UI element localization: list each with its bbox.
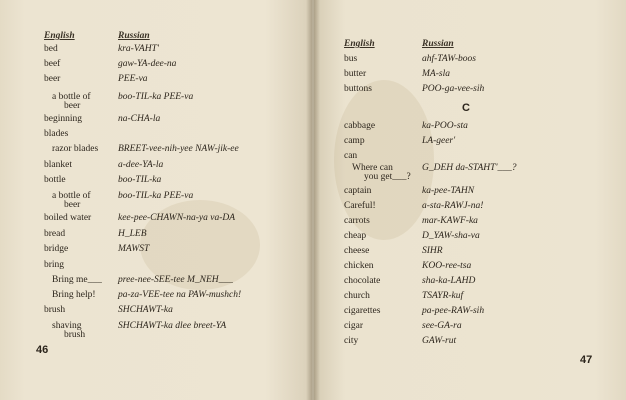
english-term: bus bbox=[344, 54, 358, 64]
russian-transliteration: boo-TIL-ka PEE-va bbox=[118, 92, 194, 102]
english-term: bottle bbox=[44, 175, 66, 185]
russian-transliteration: gaw-YA-dee-na bbox=[118, 59, 177, 69]
english-term: beef bbox=[44, 59, 61, 69]
english-term: chocolate bbox=[344, 276, 381, 286]
section-letter: C bbox=[462, 102, 470, 114]
russian-transliteration: mar-KAWF-ka bbox=[422, 216, 478, 226]
page-number: 47 bbox=[580, 354, 593, 366]
russian-transliteration: MA-sla bbox=[422, 69, 450, 79]
russian-transliteration: SHCHAWT-ka bbox=[118, 305, 173, 315]
russian-transliteration: SIHR bbox=[422, 246, 443, 256]
russian-transliteration: G_DEH da-STAHT'___? bbox=[422, 163, 517, 173]
english-term: can bbox=[344, 151, 358, 161]
english-term: camp bbox=[344, 136, 365, 146]
english-term: cigarettes bbox=[344, 306, 381, 316]
russian-transliteration: KOO-ree-tsa bbox=[422, 261, 472, 271]
english-term: a bottle of bbox=[52, 191, 91, 201]
english-term: beer bbox=[44, 74, 61, 84]
english-term: bed bbox=[44, 44, 58, 54]
english-term: buttons bbox=[344, 84, 372, 94]
russian-transliteration: LA-geer' bbox=[422, 136, 456, 146]
left-page bbox=[0, 0, 312, 400]
english-term: Careful! bbox=[344, 201, 376, 211]
english-term-continued: beer bbox=[64, 101, 81, 111]
book-gutter bbox=[306, 0, 320, 400]
column-header-russian: Russian bbox=[118, 31, 150, 41]
english-term: cabbage bbox=[344, 121, 376, 131]
english-term: blanket bbox=[44, 160, 72, 170]
english-term: cheese bbox=[344, 246, 370, 256]
english-term: carrots bbox=[344, 216, 370, 226]
english-term: chicken bbox=[344, 261, 374, 271]
column-header-russian: Russian bbox=[422, 39, 454, 49]
english-term: cigar bbox=[344, 321, 363, 331]
russian-transliteration: na-CHA-la bbox=[118, 114, 161, 124]
english-term: boiled water bbox=[44, 213, 92, 223]
russian-transliteration: BREET-vee-nih-yee NAW-jik-ee bbox=[118, 144, 239, 154]
russian-transliteration: ahf-TAW-boos bbox=[422, 54, 477, 64]
column-header-english: English bbox=[344, 39, 375, 49]
english-term: bread bbox=[44, 229, 66, 239]
english-term: Where can bbox=[352, 163, 393, 173]
english-term: brush bbox=[44, 305, 66, 315]
english-term-continued: brush bbox=[64, 330, 86, 340]
english-term: razor blades bbox=[52, 144, 99, 154]
english-term: blades bbox=[44, 129, 69, 139]
russian-transliteration: POO-ga-vee-sih bbox=[422, 84, 485, 94]
column-header-english: English bbox=[44, 31, 75, 41]
russian-transliteration: pa-pee-RAW-sih bbox=[422, 306, 485, 316]
russian-transliteration: a-sta-RAWJ-na! bbox=[422, 201, 484, 211]
english-term: church bbox=[344, 291, 370, 301]
right-page bbox=[314, 0, 626, 400]
english-term: cheap bbox=[344, 231, 367, 241]
english-term: beginning bbox=[44, 114, 82, 124]
russian-transliteration: a-dee-YA-la bbox=[118, 160, 164, 170]
russian-transliteration: ka-POO-sta bbox=[422, 121, 468, 131]
english-term-continued: you get___? bbox=[364, 172, 411, 182]
english-term: bridge bbox=[44, 244, 69, 254]
russian-transliteration: PEE-va bbox=[118, 74, 148, 84]
russian-transliteration: TSAYR-kuf bbox=[422, 291, 464, 301]
english-term: city bbox=[344, 336, 359, 346]
english-term: a bottle of bbox=[52, 92, 91, 102]
english-term: bring bbox=[44, 260, 65, 270]
russian-transliteration: see-GA-ra bbox=[422, 321, 462, 331]
russian-transliteration: H_LEB bbox=[118, 229, 147, 239]
russian-transliteration: MAWST bbox=[118, 244, 150, 254]
russian-transliteration: SHCHAWT-ka dlee breet-YA bbox=[118, 321, 227, 331]
russian-transliteration: boo-TIL-ka PEE-va bbox=[118, 191, 194, 201]
russian-transliteration: boo-TIL-ka bbox=[118, 175, 162, 185]
english-term: Bring me___ bbox=[52, 275, 102, 285]
english-term: Bring help! bbox=[52, 290, 96, 300]
russian-transliteration: pa-za-VEE-tee na PAW-mushch! bbox=[118, 290, 242, 300]
russian-transliteration: pree-nee-SEE-tee M_NEH___ bbox=[118, 275, 233, 285]
page-number: 46 bbox=[36, 344, 49, 356]
english-term-continued: beer bbox=[64, 200, 81, 210]
russian-transliteration: D_YAW-sha-va bbox=[422, 231, 480, 241]
russian-transliteration: GAW-rut bbox=[422, 336, 457, 346]
russian-transliteration: kra-VAHT' bbox=[118, 44, 159, 54]
english-term: shaving bbox=[52, 321, 82, 331]
english-term: captain bbox=[344, 186, 372, 196]
english-term: butter bbox=[344, 69, 367, 79]
russian-transliteration: sha-ka-LAHD bbox=[422, 276, 476, 286]
russian-transliteration: ka-pee-TAHN bbox=[422, 186, 475, 196]
russian-transliteration: kee-pee-CHAWN-na-ya va-DA bbox=[118, 213, 236, 223]
